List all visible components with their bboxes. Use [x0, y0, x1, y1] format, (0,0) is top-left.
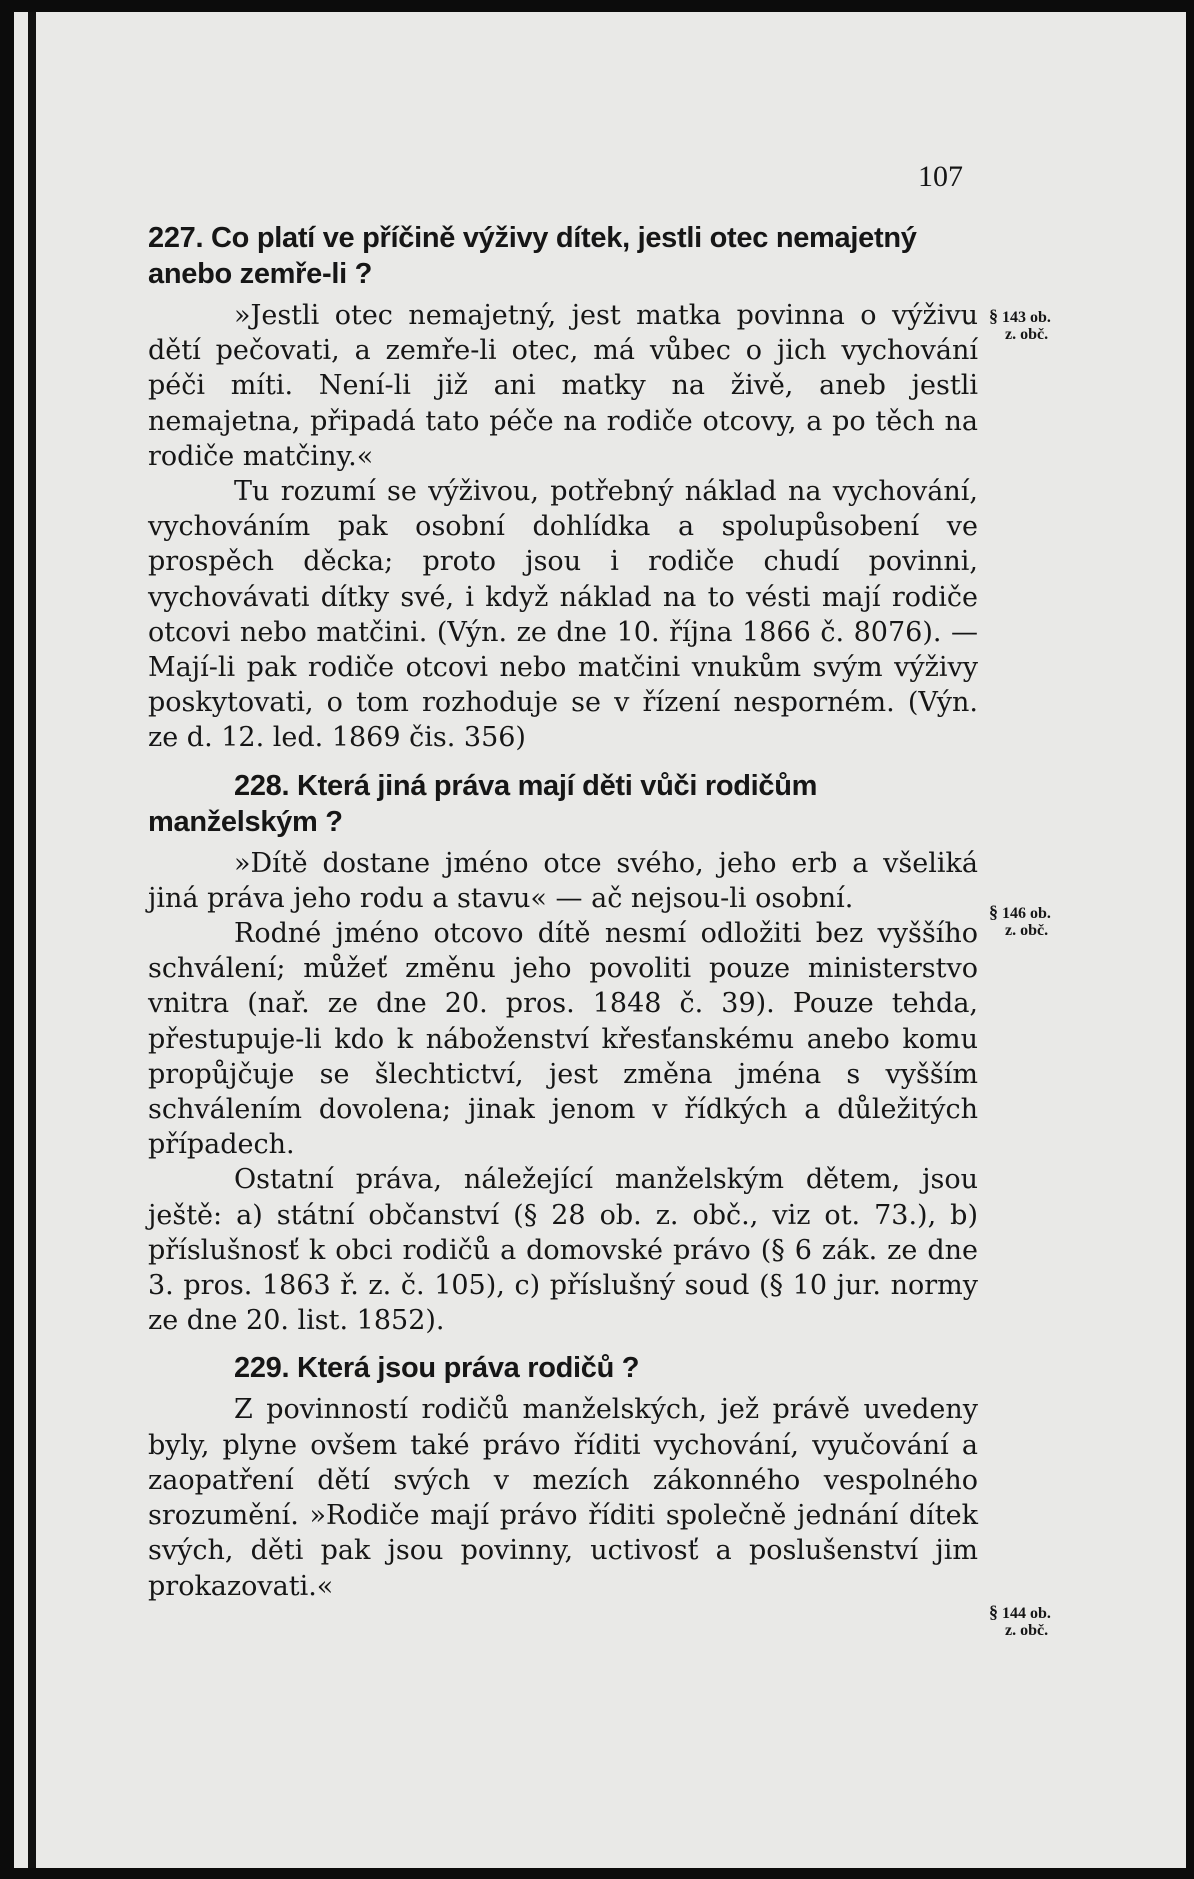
section-sign: §	[989, 902, 998, 922]
margin-note-228	[989, 904, 1079, 939]
paragraph-229: Z povinností rodičů manželských, jež právě uvedeny byly, plyne ovšem také právo říditi vychování, vyučování a zaopatření dětí svých v mezích zákonného vespolného srozumění. »Rodiče mají právo říditi společně jednání dítek svých, děti pak jsou povinny, uctivosť a poslušenství jim prokazovati.«	[148, 1394, 978, 1602]
section-sign: §	[989, 306, 998, 326]
paragraph-228-rights: Ostatní práva, náležející manželským dětem, jsou ještě: a) státní občanství (§ 28 ob. z. obč., viz ot. 73.), b) příslušnosť k obci rodičů a domovské právo (§ 6 zák. ze dne 3. pros. 1863 ř. z. č. 105), c) příslušný soud (§ 10 jur. normy ze dne 20. list. 1852).	[148, 1164, 978, 1337]
paragraph-228-name: Rodné jméno otcovo dítě nesmí odložiti bez vyššího schválení; můžeť změnu jeho povoliti pouze ministerstvo vnitra (nař. ze dne 20. pros. 1848 č. 39). Pouze tehda, přestupuje-li kdo k náboženství křesťanskému anebo komu propůjčuje se šlechtictví, jest změna jména s vyšším schválením dovolena; jinak jenom v řídkých a důležitých případech.	[148, 918, 978, 1161]
margin-ref: 146 ob.	[1002, 905, 1051, 922]
page-number: 107	[918, 160, 963, 193]
page-edge-binding	[28, 12, 36, 1868]
book-page	[14, 12, 1186, 1868]
question-number: 228.	[234, 769, 290, 802]
paragraph-227-commentary: Tu rozumí se výživou, potřebný náklad na vychování, vychováním pak osobní dohlídka a spolupůsobení ve prospěch děcka; proto jsou i rodiče chudí povinni, vychovávati dítky své, i když náklad na to vésti mají rodiče otcovi nebo matčini. (Výn. ze dne 10. října 1866 č. 8076). — Mají-li pak rodiče otcovi nebo matčini vnukům svým výživy poskytovati, o tom rozhoduje se v řízení nesporném. (Výn. ze d. 12. led. 1869 čis. 356)	[148, 476, 978, 754]
margin-ref-code: z. obč.	[1005, 922, 1049, 939]
paragraph-228-quote: »Dítě dostane jméno otce svého, jeho erb a všeliká jiná práva jeho rodu a stavu« — ač nejsou-li osobní.	[148, 847, 978, 914]
page-content	[148, 220, 978, 1604]
paragraph-227-quote: »Jestli otec nemajetný, jest matka povinna o výživu dětí pečovati, a zemře-li otec, má vůbec o jich vychování péči míti. Není-li již ani matky na živě, aneb jestli nemajetna, připadá tato péče na rodiče otcovy, a po těch na rodiče matčiny.«	[148, 300, 978, 472]
margin-note-227	[989, 308, 1079, 343]
question-title: Která jsou práva rodičů ?	[297, 1352, 640, 1385]
question-229-heading	[148, 1350, 978, 1386]
margin-ref-code: z. obč.	[1005, 1622, 1049, 1639]
question-number: 227.	[148, 222, 204, 254]
margin-ref: 144 ob.	[1002, 1605, 1051, 1622]
question-227-heading	[148, 220, 978, 292]
question-title: Která jiná práva mají děti vůči rodičům manželským ?	[148, 769, 818, 838]
question-228-heading	[148, 768, 978, 840]
question-number: 229.	[234, 1352, 290, 1385]
margin-ref: 143 ob.	[1002, 309, 1051, 326]
margin-ref-code: z. obč.	[1005, 326, 1049, 343]
margin-note-229	[989, 1604, 1079, 1639]
question-title: Co platí ve příčině výživy dítek, jestli otec nemajetný anebo zemře-li ?	[148, 222, 917, 290]
section-sign: §	[989, 1602, 998, 1622]
